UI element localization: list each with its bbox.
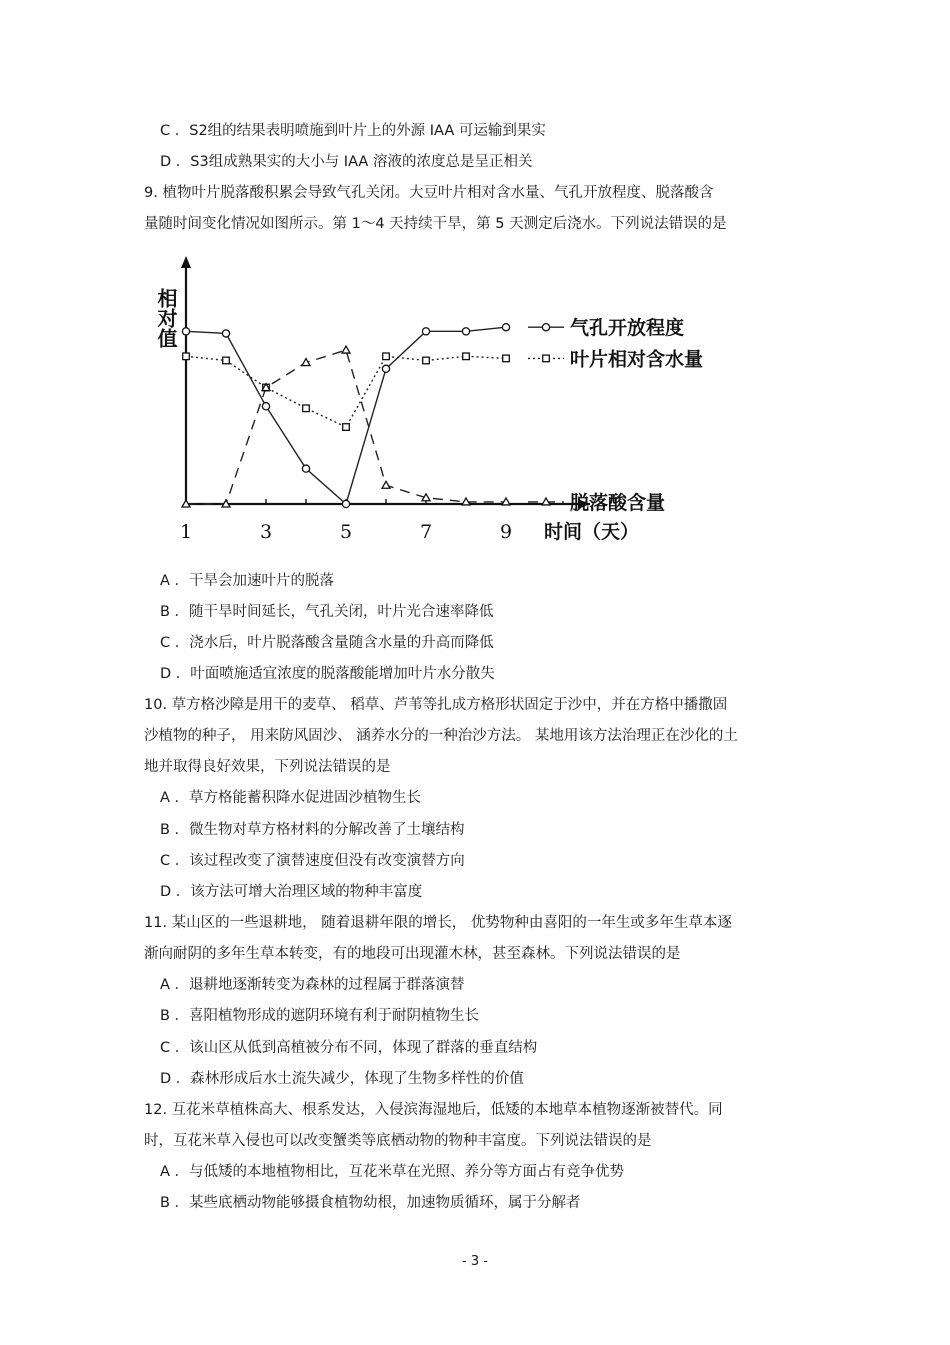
data-point bbox=[342, 500, 349, 507]
q10-stem-line2: 沙植物的种子， 用来防风固沙、 涵养水分的一种治沙方法。 某地用该方法治理正在沙化的土 bbox=[144, 728, 738, 744]
x-tick-label: 3 bbox=[259, 521, 273, 543]
data-point bbox=[382, 481, 390, 488]
q12-option-b: B ．某些底栖动物能够摄食植物幼根，加速物质循环，属于分解者 bbox=[160, 1195, 581, 1211]
q11-option-a: A ．退耕地逐渐转变为森林的过程属于群落演替 bbox=[160, 977, 465, 993]
series-line-2 bbox=[186, 356, 506, 427]
chart-axes bbox=[181, 256, 590, 509]
series-label-1: 气孔开放程度 bbox=[570, 317, 685, 340]
q9-option-b: B ．随干旱时间延长，气孔关闭，叶片光合速率降低 bbox=[160, 604, 494, 620]
q9-option-c: C ．浇水后，叶片脱落酸含量随含水量的升高而降低 bbox=[160, 635, 494, 651]
q11-option-c: C ．该山区从低到高植被分布不同，体现了群落的垂直结构 bbox=[160, 1040, 538, 1056]
data-point bbox=[183, 353, 190, 360]
q10-stem-line3: 地并取得良好效果，下列说法错误的是 bbox=[144, 759, 391, 775]
data-point bbox=[463, 353, 470, 360]
x-tick-label: 9 bbox=[499, 521, 513, 543]
q10-option-b: B ．微生物对草方格材料的分解改善了土壤结构 bbox=[160, 822, 465, 838]
q11-option-b: B ．喜阳植物形成的遮阴环境有利于耐阴植物生长 bbox=[160, 1008, 480, 1024]
data-point bbox=[302, 465, 309, 472]
q10-option-d: D ．该方法可增大治理区域的物种丰富度 bbox=[160, 884, 423, 900]
data-point bbox=[462, 328, 469, 335]
data-point bbox=[382, 365, 389, 372]
data-point bbox=[303, 405, 310, 412]
q11-stem-line1: 11. 某山区的一些退耕地， 随着退耕年限的增长， 优势物种由喜阳的一年生或多年生草本逐 bbox=[144, 915, 732, 931]
q12-stem-line2: 时，互花米草入侵也可以改变蟹类等底栖动物的物种丰富度。下列说法错误的是 bbox=[144, 1133, 652, 1149]
data-point bbox=[182, 328, 189, 335]
x-tick-label: 1 bbox=[179, 521, 193, 543]
page-number: - 3 - bbox=[462, 1254, 488, 1269]
q11-option-d: D ．森林形成后水土流失减少，体现了生物多样性的价值 bbox=[160, 1071, 524, 1087]
y-axis-label: 相对值 bbox=[154, 288, 178, 348]
q12-option-a: A ．与低矮的本地植物相比，互花米草在光照、养分等方面占有竞争优势 bbox=[160, 1164, 625, 1180]
data-point bbox=[223, 357, 230, 364]
q9-option-d: D ．叶面喷施适宜浓度的脱落酸能增加叶片水分散失 bbox=[160, 666, 495, 682]
series-label-2: 叶片相对含水量 bbox=[570, 348, 704, 371]
q9-stem-line1: 9. 植物叶片脱落酸积累会导致气孔关闭。大豆叶片相对含水量、气孔开放程度、脱落酸含 bbox=[144, 185, 714, 201]
data-point bbox=[503, 355, 510, 362]
q10-option-a: A ．草方格能蓄积降水促进固沙植物生长 bbox=[160, 790, 422, 806]
q9-option-a: A ．干旱会加速叶片的脱落 bbox=[160, 573, 335, 589]
data-point bbox=[422, 328, 429, 335]
q11-stem-line2: 渐向耐阴的多年生草本转变，有的地段可出现灌木林，甚至森林。下列说法错误的是 bbox=[144, 946, 681, 962]
data-point bbox=[423, 357, 430, 364]
data-point bbox=[342, 346, 350, 353]
q8-option-d: D ．S3组成熟果实的大小与 IAA 溶液的浓度总是呈正相关 bbox=[160, 154, 533, 170]
q8-option-c: C ．S2组的结果表明喷施到叶片上的外源 IAA 可运输到果实 bbox=[160, 123, 546, 139]
x-tick-label: 7 bbox=[419, 521, 433, 543]
chart-markers bbox=[182, 324, 510, 508]
legend-marker bbox=[542, 324, 549, 331]
q12-stem-line1: 12. 互花米草植株高大、根系发达，入侵滨海湿地后，低矮的本地草本植物逐渐被替代。同 bbox=[144, 1102, 723, 1118]
data-point bbox=[383, 353, 390, 360]
y-axis-arrow bbox=[181, 256, 191, 268]
data-point bbox=[343, 424, 350, 431]
x-tick-label: 5 bbox=[339, 521, 353, 543]
q10-stem-line1: 10. 草方格沙障是用干的麦草、 稻草、芦苇等扎成方格形状固定于沙中，并在方格中播撒固 bbox=[144, 697, 728, 713]
chart-figure bbox=[150, 248, 750, 563]
legend-marker bbox=[543, 355, 550, 362]
x-axis-label: 时间（天） bbox=[544, 521, 640, 543]
series-label-3: 脱落酸含量 bbox=[570, 491, 666, 514]
data-point bbox=[262, 403, 269, 410]
data-point bbox=[222, 330, 229, 337]
q9-stem-line2: 量随时间变化情况如图所示。第 1～4 天持续干旱，第 5 天测定后浇水。下列说法错误的是 bbox=[144, 216, 727, 232]
data-point bbox=[502, 324, 509, 331]
q10-option-c: C ．该过程改变了演替速度但没有改变演替方向 bbox=[160, 853, 465, 869]
